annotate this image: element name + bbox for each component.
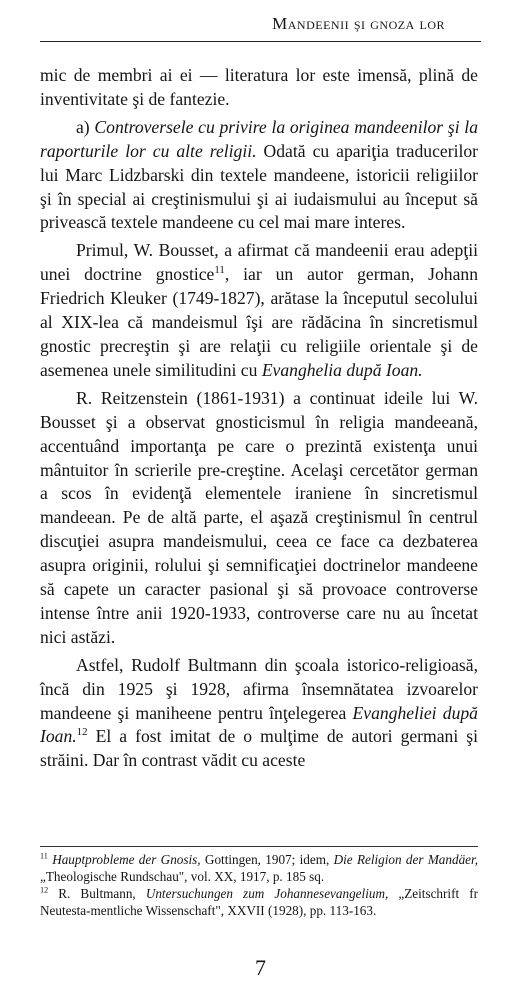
book-title-italic: Evangheliei după Ioan. — [40, 702, 478, 747]
running-title: Mandeenii şi gnoza lor — [272, 14, 445, 33]
page-number: 7 — [255, 955, 266, 980]
footnote-text: R. Bultmann, — [48, 886, 146, 901]
section-heading-italic: Controversele cu privire la originea mandeenilor şi la raporturile lor cu alte religii. — [40, 116, 478, 161]
footnote-title-italic: Hauptprobleme der Gnosis, — [52, 852, 201, 867]
footnote-11 — [40, 851, 478, 885]
paragraph-text: Odată cu apariţia traducerilor lui Marc Lidzbarski din textele mandeene, istoricii religiilor şi în special ai creştinismului şi ai iudaismului au început să privească textele mandeene cu cel mai mare interes. — [40, 140, 478, 233]
paragraph-text: El a fost imitat de o mulţime de autori germani şi străini. Dar în contrast vădit cu aceste — [40, 726, 478, 771]
paragraph-text: R. Reitzenstein (1861-1931) a continuat ideile lui W. Bousset şi a observat gnosticismul în religia mandeeană, accentuând importanţa pe care o prezintă existenţa unui mântuitor în scrierile pre-creştine. Acelaşi cercetător german a scos în evidenţă elementele iraniene în sincretismul mandeean. Pe de altă parte, el aşază creştinismul în centrul discuţiei asupra mandeismului, ceea ce face ca dezbaterea asupra originii, rolului şi semnificaţiei doctrinelor mandeene să capete un caracter pasional şi să provoace controverse intense între anii 1920-1933, controverse care nu au încetat nici astăzi. — [40, 387, 478, 647]
paragraph-bousset — [40, 239, 478, 382]
paragraph-text: mic de membri ai ei — literatura lor este imensă, plină de inventivitate şi de fantezie. — [40, 65, 478, 109]
paragraph-bultmann — [40, 654, 478, 774]
paragraph-reitzenstein — [40, 387, 478, 650]
footnote-divider — [40, 846, 478, 847]
paragraph-text: Astfel, Rudolf Bultmann din şcoala istorico-religioasă, încă din 1925 şi 1928, afirma însemnătatea izvoarelor mandeene şi maniheene pentru înţelegerea — [40, 654, 478, 723]
paragraph-continuation — [40, 64, 478, 112]
footnote-title-italic: Die Religion der Mandäer, — [333, 852, 478, 867]
paragraph-section-a — [40, 116, 478, 236]
footnote-12 — [40, 885, 478, 919]
footnote-ref-11[interactable]: 11 — [214, 264, 225, 277]
section-label: a) — [76, 116, 95, 137]
footnote-text: „Theologische Rundschau", vol. XX, 1917, p. 185 sq. — [40, 869, 325, 884]
footnote-text: „Zeitschrift fr Neutesta-mentliche Wissenschaft", XXVII (1928), pp. 113-163. — [40, 886, 478, 918]
paragraph-text: Primul, W. Bousset, a afirmat că mandeenii erau adepţii unei doctrine gnostice — [40, 240, 478, 285]
main-text — [40, 64, 478, 773]
footnotes — [40, 851, 478, 919]
footnote-ref-12[interactable]: 12 — [76, 726, 88, 739]
book-title-italic: Evanghelia după Ioan. — [261, 359, 423, 380]
footnote-text: Gottingen, 1907; idem, — [200, 852, 334, 867]
paragraph-text: , iar un autor german, Johann Friedrich Kleuker (1749-1827), arătase la începutul secolului al XIX-lea că mandeismul îşi are rădăcina în sincretismul gnostic precreştin şi are relaţii cu religiile orientale şi de asemenea unele similitudini cu — [40, 264, 478, 380]
footnote-number: 11 — [40, 851, 48, 861]
footnote-number: 12 — [40, 885, 49, 895]
footnote-title-italic: Untersuchungen zum Johannesevangelium, — [145, 886, 389, 901]
running-header — [40, 14, 481, 42]
